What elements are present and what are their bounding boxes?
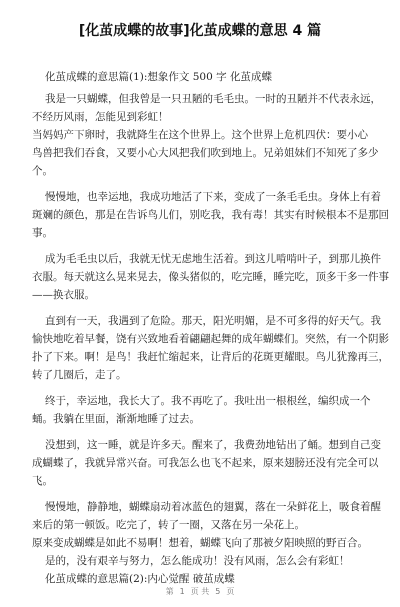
body-line: 衣服。每天就这么晃来晃去，像头猪似的，吃完睡，睡完吃，顶多干多一件事 bbox=[32, 271, 389, 283]
body-line: 慢慢地，静静地，蝴蝶扇动着冰蓝色的翅翼，落在一朵鲜花上，吸食着醒 bbox=[45, 501, 381, 513]
body-line: 鸟兽把我们吞食，又要小心大风把我们吹到地上。兄弟姐妹们不知死了多少 bbox=[32, 147, 379, 159]
body-line: 事。 bbox=[32, 227, 53, 239]
body-line: 愉快地吃着早餐，饶有兴致地看着翩翩起舞的成年蝴蝶们。突然，有一个阴影 bbox=[32, 333, 389, 345]
body-line: 终于，幸运地，我长大了。我不再吃了。我吐出一根根丝，编织成一个 bbox=[45, 395, 371, 407]
body-line: 没想到，这一睡，就是许多天。醒来了，我费劲地钻出了蛹。想到自己变 bbox=[45, 439, 381, 451]
body-line: 个。 bbox=[32, 165, 53, 177]
body-line: 直到有一天，我遇到了危险。那天，阳光明媚，是不可多得的好天气。我 bbox=[45, 315, 381, 327]
footer-total-unit: 页 bbox=[226, 587, 235, 596]
body-line: 我是一只蝴蝶，但我曾是一只丑陋的毛毛虫。一时的丑陋并不代表永远， bbox=[45, 93, 381, 105]
footer-page-label: 第 bbox=[165, 587, 174, 596]
body-line: 是的，没有艰辛与努力，怎么能成功！没有风雨，怎么会有彩虹！ bbox=[45, 555, 350, 567]
section-heading-1: 化茧成蝶的意思篇(1):想象作文 500 字 化茧成蝶 bbox=[45, 71, 272, 83]
body-line: 飞。 bbox=[32, 475, 53, 487]
footer-page-unit: 页 共 bbox=[190, 587, 210, 596]
body-line: 慢慢地，也幸运地，我成功地活了下来，变成了一条毛毛虫。身体上有着 bbox=[45, 191, 381, 203]
body-line: 成为毛毛虫以后，我就无忧无虑地生活着。到这儿啃啃叶子，到那儿换件 bbox=[45, 253, 381, 265]
body-line: 不经历风雨，怎能见到彩虹！ bbox=[32, 111, 169, 123]
body-line: 斑斓的颜色，那是在告诉鸟儿们，别吃我，我有毒！其实有时候根本不是那回 bbox=[32, 209, 389, 221]
body-line: 转了几圈后，走了。 bbox=[32, 369, 127, 381]
body-line: 扑了下来。啊！是鸟！我赶忙缩起来，让背后的花斑更耀眼。鸟儿犹豫再三， bbox=[32, 351, 389, 363]
body-line: 成蝴蝶了，我就异常兴奋。可我怎么也飞不起来，原来翅膀还没有完全可以 bbox=[32, 457, 379, 469]
footer-page-number: 1 bbox=[179, 587, 185, 596]
body-line: 蛹。我躺在里面，渐渐地睡了过去。 bbox=[32, 413, 200, 425]
section-heading-2: 化茧成蝶的意思篇(2):内心觉醒 破茧成蝶 bbox=[45, 573, 235, 585]
body-line: 来后的第一顿饭。吃完了，转了一圈，又落在另一朵花上。 bbox=[32, 519, 305, 531]
footer-total-pages: 5 bbox=[215, 587, 221, 596]
body-line: ——换衣服。 bbox=[32, 289, 95, 301]
page-footer bbox=[0, 586, 400, 597]
body-line: 原来变成蝴蝶是如此不易啊！想着，蝴蝶飞向了那被夕阳映照的野百合。 bbox=[32, 537, 368, 549]
document-title: [化茧成蝶的故事]化茧成蝶的意思 4 篇 bbox=[78, 23, 322, 39]
body-line: 当妈妈产下卵时，我就降生在这个世界上。这个世界上危机四伏：要小心 bbox=[32, 129, 368, 141]
